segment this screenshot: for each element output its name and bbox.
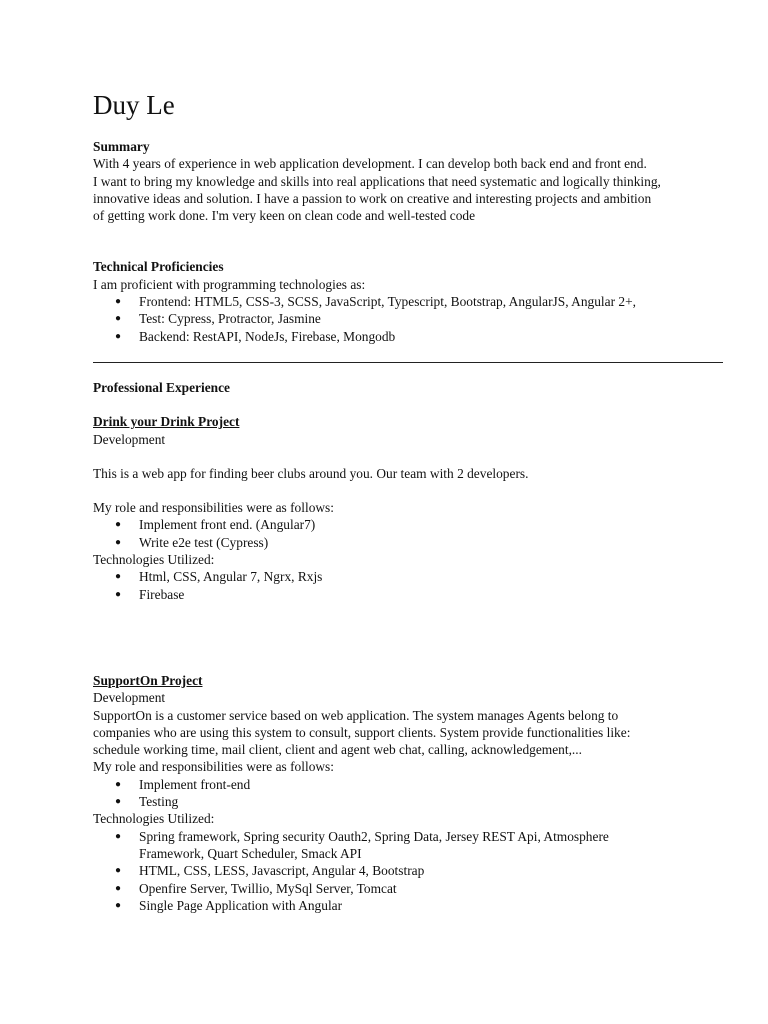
technical-list [93,293,723,345]
list-item: ● Implement front end. (Angular7) [115,517,316,533]
project-role: Development [93,431,166,447]
bullet-icon: ● [115,830,122,842]
project-role: Development [93,690,166,706]
summary-line: I want to bring my knowledge and skills into real applications that need systematic and logically thinking, [93,173,661,189]
technologies-list [93,568,723,603]
bullet-icon: ● [115,865,122,877]
list-item: ● HTML, CSS, LESS, Javascript, Angular 4, Bootstrap [115,863,425,879]
summary-line: innovative ideas and solution. I have a passion to work on creative and interesting projects and ambition [93,190,652,206]
project-title: Drink your Drink Project [93,414,240,430]
list-item: ● Spring framework, Spring security Oauth2, Spring Data, Jersey REST Api, Atmosphere Framework, Quart Scheduler, Smack API [115,828,609,861]
list-item: ● Html, CSS, Angular 7, Ngrx, Rxjs [115,569,323,585]
bullet-icon: ● [115,571,122,583]
project-description-line: schedule working time, mail client, client and agent web chat, calling, acknowledgement,... [93,742,582,758]
technical-section [93,258,723,344]
candidate-name: Duy Le [93,90,175,120]
responsibilities-list [93,776,723,811]
bullet-icon: ● [115,313,122,325]
summary-heading: Summary [93,139,150,154]
technologies-label: Technologies Utilized: [93,552,215,568]
summary-line: With 4 years of experience in web application development. I can develop both back end and front end. [93,156,647,172]
experience-section [93,379,723,914]
bullet-icon: ● [115,778,122,790]
list-item: ● Backend: RestAPI, NodeJs, Firebase, Mongodb [115,328,396,344]
list-item: ● Single Page Application with Angular [115,897,343,913]
technologies-label: Technologies Utilized: [93,811,215,827]
list-item: ● Test: Cypress, Protractor, Jasmine [115,311,321,327]
responsibilities-label: My role and responsibilities were as follows: [93,759,334,775]
summary-line: of getting work done. I'm very keen on clean code and well-tested code [93,208,476,224]
bullet-icon: ● [115,588,122,600]
list-item: ● Write e2e test (Cypress) [115,534,269,550]
technical-heading: Technical Proficiencies [93,259,224,275]
bullet-icon: ● [115,899,122,911]
bullet-icon: ● [115,882,122,894]
project-supporton [93,672,723,914]
bullet-icon: ● [115,330,122,342]
list-item: ● Implement front-end [115,776,251,792]
experience-heading: Professional Experience [93,379,230,395]
list-item: ● Testing [115,794,179,810]
project-title: SupportOn Project [93,672,203,688]
list-item: ● Firebase [115,586,185,602]
bullet-icon: ● [115,519,122,531]
resume-page [93,88,723,914]
project-description-line: SupportOn is a customer service based on web application. The system manages Agents belong to [93,707,619,723]
project-drink-your-drink [93,413,723,603]
project-description: This is a web app for finding beer clubs around you. Our team with 2 developers. [93,465,529,481]
responsibilities-label: My role and responsibilities were as follows: [93,500,334,516]
project-description-line: companies who are using this system to consult, support clients. System provide functionalities like: [93,724,631,740]
bullet-icon: ● [115,296,122,308]
list-item: ● Frontend: HTML5, CSS-3, SCSS, JavaScript, Typescript, Bootstrap, AngularJS, Angular 2+, [115,294,636,310]
technologies-list [93,828,723,914]
list-item: ● Openfire Server, Twillio, MySql Server, Tomcat [115,880,397,896]
summary-section [93,138,723,224]
bullet-icon: ● [115,536,122,548]
responsibilities-list [93,516,723,551]
bullet-icon: ● [115,796,122,808]
technical-intro: I am proficient with programming technologies as: [93,276,366,292]
